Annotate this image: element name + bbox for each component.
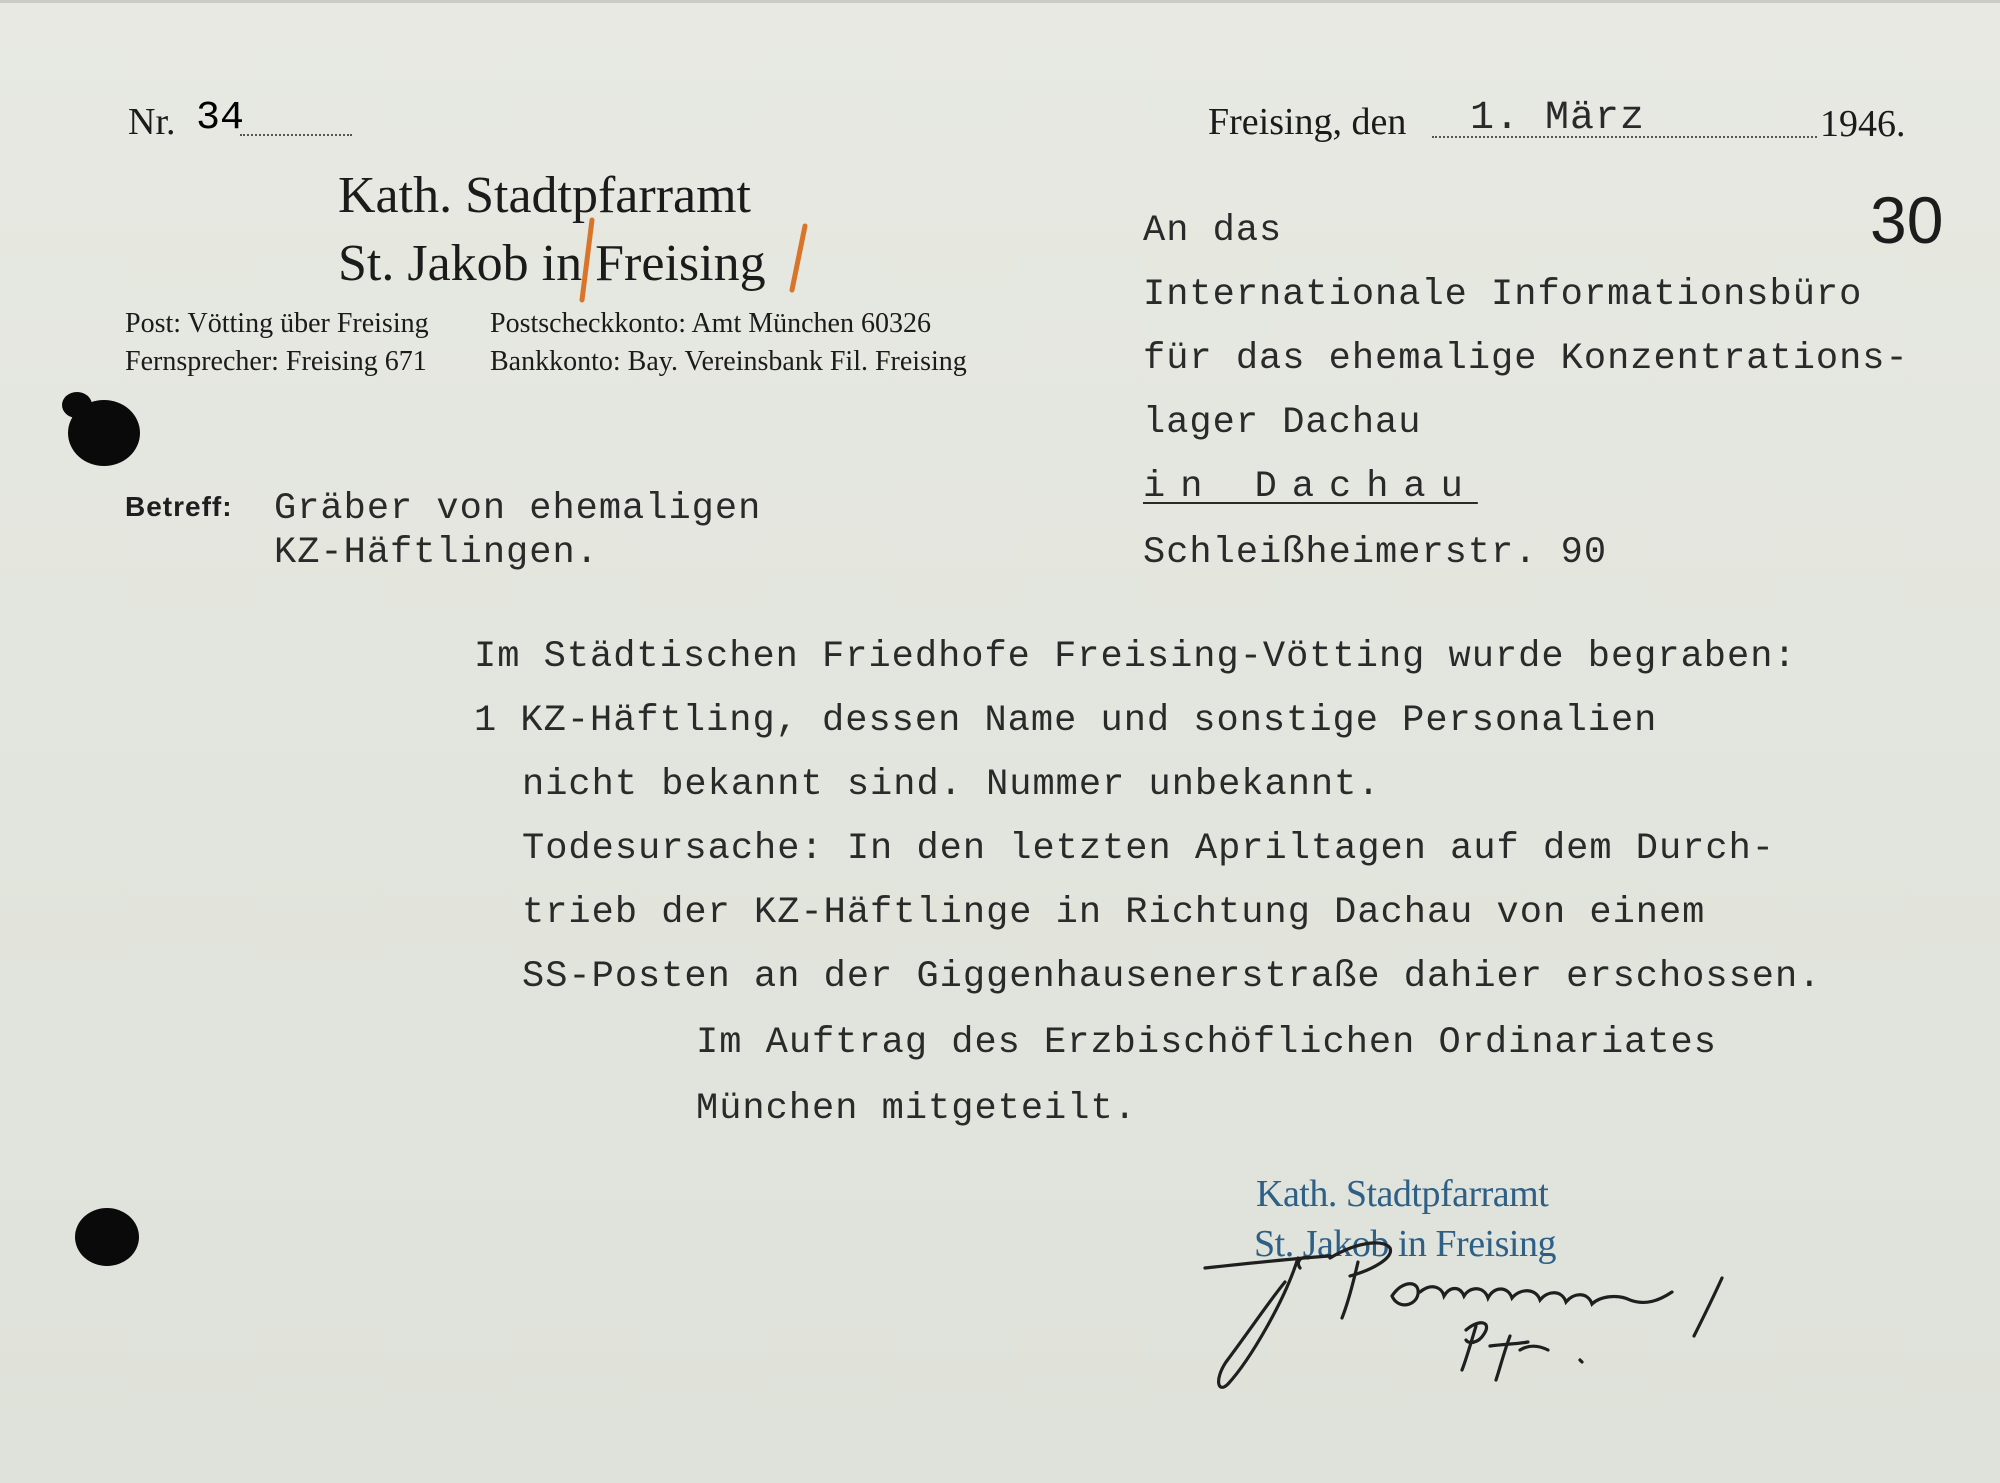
body-line1: Im Städtischen Friedhofe Freising-Vötting wurde begraben: bbox=[474, 636, 1797, 678]
addressee-street: Schleißheimerstr. 90 bbox=[1143, 532, 1608, 574]
stamp-line1: Kath. Stadtpfarramt bbox=[1256, 1173, 1549, 1215]
dateline-place: Freising, den bbox=[1208, 101, 1407, 143]
body-line5: trieb der KZ-Häftlinge in Richtung Dachau von einem bbox=[522, 892, 1706, 934]
dateline-year: 1946. bbox=[1820, 103, 1906, 145]
orange-mark-2 bbox=[792, 226, 805, 290]
number-label: Nr. bbox=[128, 101, 176, 143]
parish-name-line2: St. Jakob in Freising bbox=[338, 235, 766, 292]
body-line8: München mitgeteilt. bbox=[696, 1088, 1137, 1130]
subject-label: Betreff: bbox=[125, 491, 233, 522]
post-address: Post: Vötting über Freising bbox=[125, 308, 429, 339]
addressee-line3: für das ehemalige Konzentrations- bbox=[1143, 338, 1909, 380]
subject-line1: Gräber von ehemaligen bbox=[274, 488, 762, 530]
parish-name-line1: Kath. Stadtpfarramt bbox=[338, 167, 751, 224]
phone-number: Fernsprecher: Freising 671 bbox=[125, 346, 427, 377]
number-value: 34 bbox=[196, 96, 245, 141]
addressee-line2: Internationale Informationsbüro bbox=[1143, 274, 1863, 316]
postscheck-account: Postscheckkonto: Amt München 60326 bbox=[490, 308, 931, 339]
orange-mark-1 bbox=[582, 220, 592, 300]
subject-line2: KZ-Häftlingen. bbox=[274, 532, 599, 574]
body-line2: 1 KZ-Häftling, dessen Name und sonstige Personalien bbox=[474, 700, 1658, 742]
addressee-city: in Dachau bbox=[1143, 466, 1478, 508]
document-number: 30 bbox=[1870, 183, 1944, 257]
body-line7: Im Auftrag des Erzbischöflichen Ordinariates bbox=[696, 1022, 1717, 1064]
dateline-day-month: 1. März bbox=[1470, 96, 1646, 141]
bank-account: Bankkonto: Bay. Vereinsbank Fil. Freising bbox=[490, 346, 967, 377]
addressee-line1: An das bbox=[1143, 210, 1283, 252]
addressee-line4: lager Dachau bbox=[1143, 402, 1422, 444]
stamp-line2: St. Jakob in Freising bbox=[1254, 1223, 1556, 1265]
signature-drawing bbox=[1205, 1243, 1722, 1387]
body-line4: Todesursache: In den letzten Apriltagen auf dem Durch- bbox=[522, 828, 1775, 870]
body-line3: nicht bekannt sind. Nummer unbekannt. bbox=[522, 764, 1381, 806]
body-line6: SS-Posten an der Giggenhausenerstraße dahier erschossen. bbox=[522, 956, 1822, 998]
